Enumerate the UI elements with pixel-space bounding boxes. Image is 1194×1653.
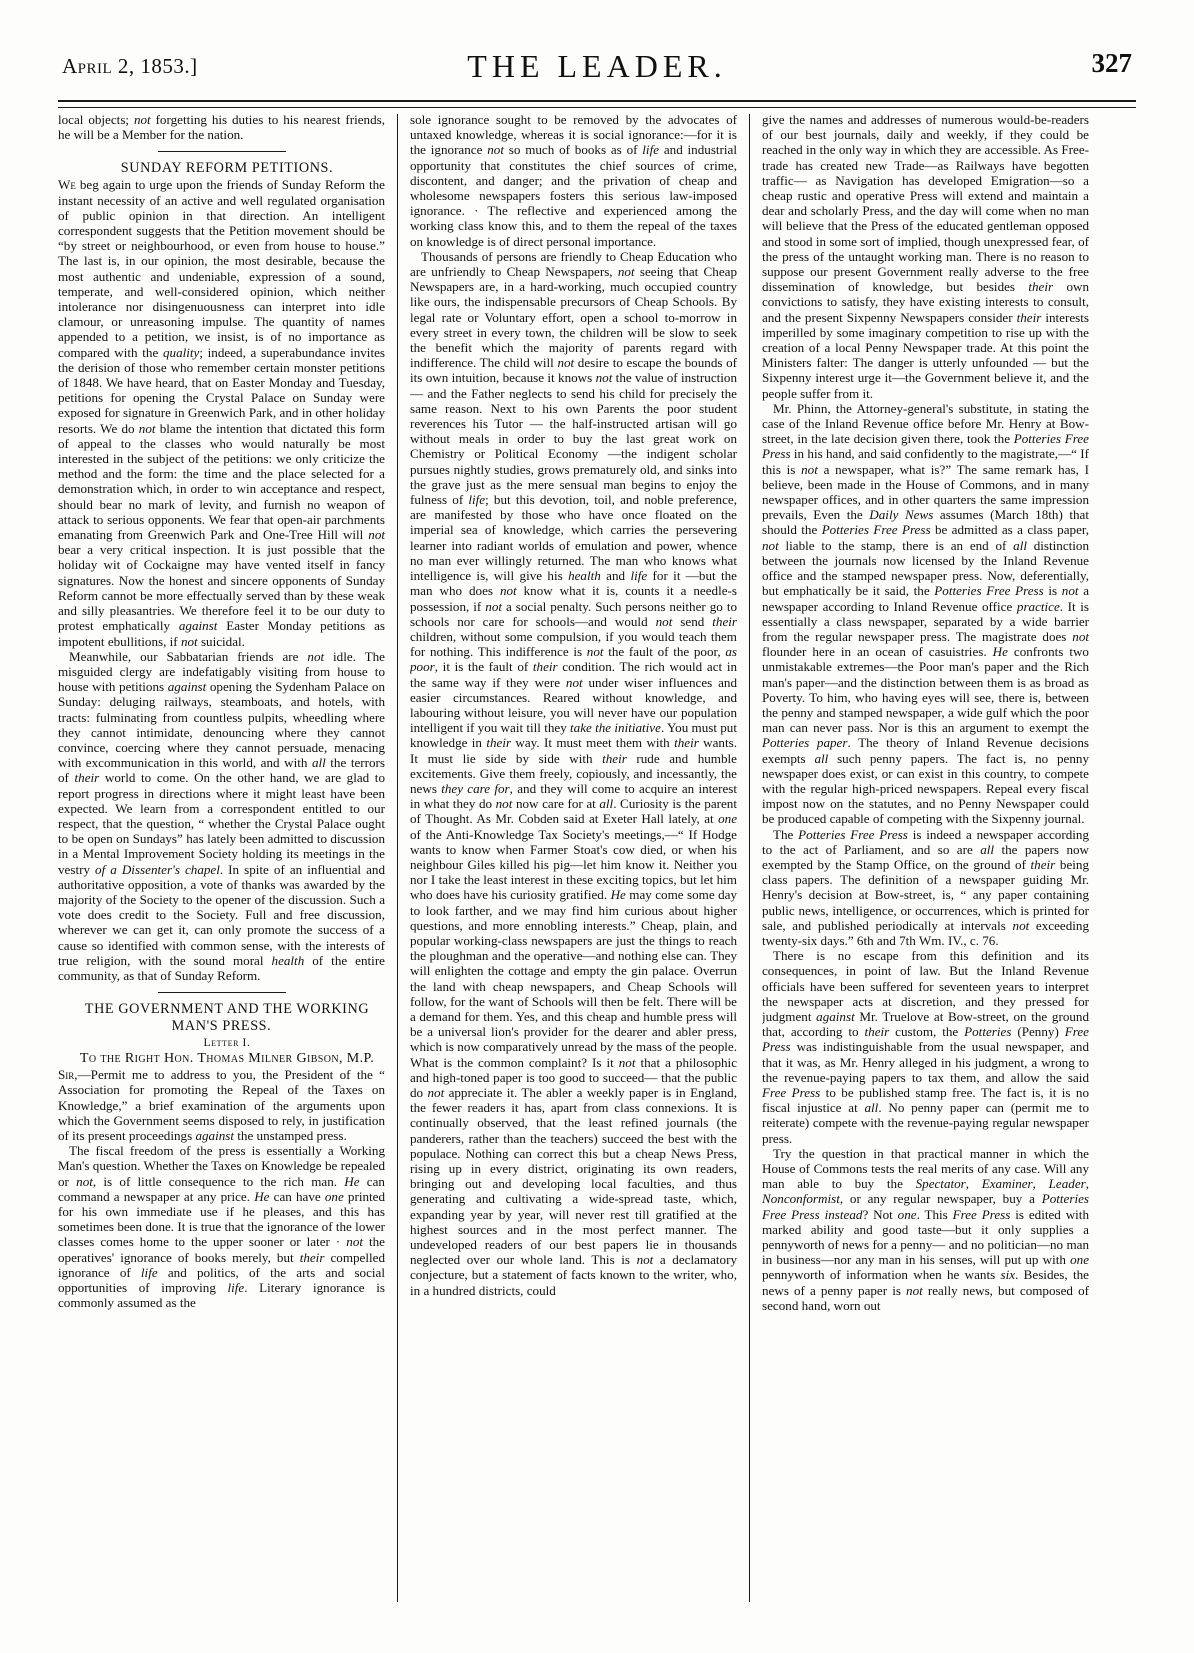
section-addressee: To the Right Hon. Thomas Milner Gibson, M.P. <box>79 1051 375 1067</box>
issue-date: April 2, 1853.] <box>62 54 198 78</box>
section-rule <box>158 151 286 152</box>
column-3 <box>762 112 1089 1602</box>
body-paragraph: Thousands of persons are friendly to Cheap Education who are unfriendly to Cheap Newspapers, not seeing that Cheap Newspapers are, in a hard-working, much occupied country like ours, the indispensable precursors of Cheap Schools. By legal rate or Voluntary effort, open a school to-morrow in every street in every town, the children will be slow to seek the benefit which the majority of parents regard with indifference. The child will not desire to escape the bounds of its own intuition, because it knows not the value of instruction — and the Father neglects to send his child for precisely the same reason. Next to his own Parents the poor student reverences his Tutor — the half-instructed artisan will go without meals in order to buy the last great work on Chemistry or Political Economy —the indigent scholar pursues nightly studies, grows prematurely old, and sinks into the grave just as the mere sensual man begins to enjoy the fulness of life; but this devotion, toil, and noble preference, are manifested by those who have once floated on the imperial sea of knowledge, which carries the persevering learner into radiant worlds of emulation and power, whence no man ever willingly returned. The man who knows what intelligence is, will give his health and life for it —but the man who does not know what it is, counts it a needle-s possession, if not a social penalty. Such persons neither go to schools nor care for schools—and would not send their children, without some compulsion, if you would teach them for nothing. This indifference is not the fault of the poor, as poor, it is the fault of their condition. The rich would act in the same way if they were not under wiser influences and easier circumstances. Reared without knowledge, and labouring without leisure, you will never have our population intelligent if you wait till they take the initiative. You must put knowledge in their way. It must meet them with their wants. It must lie side by side with their rude and humble excitements. Give them freely, copiously, and incessantly, the news they care for, and they will come to acquire an interest in what they do not now care for at all. Curiosity is the parent of Thought. As Mr. Cobden said at Exeter Hall lately, at one of the Anti-Knowledge Tax Society's meetings,—“ If Hodge wants to know when Farmer Stoat's cow died, or when his neighbour Giles killed his pig—let him know it. Neither you nor I take the least interest in these exciting topics, but let him who does have his curiosity gratified. He may come some day to look farther, and we may find him curious about higher questions, and more ennobling interests.” Cheap, plain, and popular working-class newspapers are just the things to reach the ploughman and the operative—and nothing else can. They will enlighten the cottage and empty the gin palace. Overrun the land with cheap newspapers, and Cheap Schools will follow, for the want of Schools will then be felt. There will be a demand for them. Yes, and this cheap and humble press will be a universal lion's provider for the dearer and abler press, which is now comparatively unread by the mass of the people. What is the common complaint? Is it not that a philosophic and high-toned paper is too good to succeed— that the public do not appreciate it. The abler a weekly paper is in England, the fewer readers it has, apart from class connexions. It is continually observed, that the least refined journals (the panderers, rather than the teachers) succeed the best with the populace. Nothing can correct this but a cheap News Press, rising up in every district, originating its own readers, bringing out and developing local faculties, and thus generating and cultivating a wide-spread taste, which, expanding year by year, will never rest till gratified at the highest sources and in the most perfect manner. The undeveloped readers of our best papers lie in thousands neglected over our whole land. This is not a declamatory conjecture, but a statement of facts known to the writer, who, in a hundred districts, could <box>410 248 737 1298</box>
column-2 <box>410 112 737 1602</box>
column-1 <box>58 112 385 1602</box>
body-paragraph: There is no escape from this definition and its consequences, in point of law. But the Inland Revenue officials have been suffered for seventeen years to interpret the newspaper acts at discretion, and they pressed for judgment against Mr. Truelove at Bow-street, on the ground that, according to their custom, the Potteries (Penny) Free Press was indistinguishable from the usual newspaper, and that it was, as Mr. Henry alleged in his judgment, a wrong to the revenue-paying papers to tax them, and allow the said Free Press to be published stamp free. The fact is, it is no fiscal injustice at all. No penny paper can (permit me to reiterate) compete with the revenue-paying regular newspaper press. <box>762 948 1089 1146</box>
page-number: 327 <box>1091 48 1132 78</box>
article-columns <box>58 112 1136 1602</box>
body-paragraph: sole ignorance sought to be removed by the advocates of untaxed knowledge, whereas it is social ignorance:—for it is the ignorance not so much of books as of life and industrial opportunity that constitutes the chief sources of crime, discontent, and danger; and the privation of cheap and wholesome newspapers fosters this serious law-imposed ignorance. · The reflective and experienced among the working class know this, and to them the repeal of the taxes on knowledge is of direct personal importance. <box>410 112 737 249</box>
section-heading: SUNDAY REFORM PETITIONS. <box>120 160 334 177</box>
body-paragraph: Mr. Phinn, the Attorney-general's substitute, in stating the case of the Inland Revenue office before Mr. Henry at Bow-street, in the late decision given there, took the Potteries Free Press in his hand, and said confidently to the magistrate,—“ If this is not a newspaper, what is?” The same remark has, I believe, been made in the House of Commons, and in many newspaper offices, and in other quarters the same impression prevails, Even the Daily News assumes (March 18th) that should the Potteries Free Press be admitted as a class paper, not liable to the stamp, there is an end of all distinction between the journals now licensed by the Inland Revenue office and the stamped newspaper press. Now, deferentially, but emphatically be it said, the Potteries Free Press is not a newspaper according to Inland Revenue office practice. It is essentially a class newspaper, separated by a wide barrier from the regular newspaper press. The magistrate does not flounder here in an ocean of casuistries. He confronts two unmistakable extremes—the Poor man's paper and the Rich man's paper—and the distinction between them is as broad as Poverty. To him, who having eyes will see, there is, between the penny and stamped newspaper, a wide gulf which the poor man can never pass. Nor is this an argument to exempt the Potteries paper. The theory of Inland Revenue decisions exempts all such penny papers. The fact is, no penny newspaper does exist, or can exist in this country, to compete with the regular high-priced newspapers. Repeal every fiscal impost now on the statutes, and no Penny Newspaper could be produced capable of competing with the Sixpenny journal. <box>762 400 1089 827</box>
section-subheading: Letter I. <box>203 1036 251 1050</box>
body-paragraph: Try the question in that practical manner in which the House of Commons tests the real merits of any case. Will any man able to buy the Spectator, Examiner, Leader, Nonconformist, or any regular newspaper, buy a Potteries Free Press instead? Not one. This Free Press is edited with marked ability and good taste—but it only supplies a pennyworth of news for a penny— and no politician—no man in business—nor any man in his senses, will put up with one pennyworth of information when he wants six. Besides, the news of a penny paper is not really news, but composed of second hand, worn out <box>762 1145 1089 1313</box>
section-rule <box>158 992 286 993</box>
masthead-divider <box>58 100 1136 108</box>
body-paragraph: give the names and addresses of numerous would-be-readers of our best journals, daily and weekly, if they could be reached in the only way in which they are accessible. As Free-trade has created new Trade—as Railways have begotten traffic— as Navigation has developed Emigration—so a cheap rustic and operative Press will extend and maintain a dear and scholarly Press, and the day will come when no man will believe that the Press of the educated gentleman opposed and stood in some sort of implied, though unexpressed fear, of the press of the untaught working man. There is no reason to suppose our present Government really adverse to the free dissemination of knowledge, but besides their own convictions to satisfy, they have existing interests to consult, and the present Sixpenny Newspapers consider their interests imperilled by some imaginary competition to rise up with the creation of a local Penny Newspaper trade. At this point the Ministers falter: The danger is utterly unfounded — but the Sixpenny interest urge it—the Government believe it, and the people suffer from it. <box>762 112 1089 401</box>
column-divider-2 <box>749 114 750 1602</box>
body-paragraph: We beg again to urge upon the friends of Sunday Reform the instant necessity of an active and well regulated organisation of public opinion in that direction. An intelligent correspondent suggests that the Petition movement should be “by street or neighbourhood, or even from house to house.” The last is, in our opinion, the most desirable, because the most authentic and undeniable, expression of a sound, temperate, and well-considered opinion, which neither intolerance nor disingenuousness can interpret into idle clamour, or unreasoning impulse. The quantity of names appended to a petition, we insist, is of no importance as compared with the quality; indeed, a superabundance invites the derision of those who remember certain monster petitions of 1848. We have heard, that on Easter Monday and Tuesday, petitions for opening the Crystal Palace on Sunday were exposed for signature in Greenwich Park, and in other holiday resorts. We do not blame the intention that dictated this form of appeal to the classes who would naturally be most interested in the subject of the petitions: we only criticize the method and the form: the time and the place selected for a demonstration which, in order to win acceptance and respect, should bear no mark of levity, and furnish no weapon of attack to serious opponents. We fear that open-air parchments emanating from Greenwich Park and One-Tree Hill will not bear a very critical inspection. It is just possible that the holiday wit of Cockaigne may have vented itself in fancy signatures. Now the honest and sincere opponents of Sunday Reform cannot be more effectually served than by these weak and silly pleasantries. We therefore feel it to be our duty to protest emphatically against Easter Monday petitions as impotent ebullitions, if not suicidal. <box>58 177 385 649</box>
column-divider-1 <box>397 114 398 1602</box>
body-paragraph: Meanwhile, our Sabbatarian friends are not idle. The misguided clergy are indefatigably visiting from house to house with petitions against opening the Sydenham Palace on Sunday: deluging railways, steamboats, and hotels, with tracts: fulminating from countless pulpits, wheedling where they cannot intimidate, denouncing where they cannot convince, coercing where they cannot persuade, menacing with excommunication in this world, and with all the terrors of their world to come. On the other hand, we are glad to report progress in directions where it might least have been expected. We learn from a correspondent entitled to our respect, that the question, “ whether the Crystal Palace ought to be open on Sundays” has lately been admitted to discussion in a Mental Improvement Society holding its meetings in the vestry of a Dissenter's chapel. In spite of an influential and authoritative opposition, a vote of thanks was awarded by the majority of the Society to the opener of the discussion. Such a vote does credit to the Society. Full and free discussion, wherever we can get it, can only promote the success of a cause so identified with common sense, with the interests of true religion, with the sound moral health of the entire community, as that of Sunday Reform. <box>58 648 385 983</box>
section-heading: THE GOVERNMENT AND THE WORKING MAN'S PRESS. <box>84 1001 370 1035</box>
masthead <box>62 48 1132 94</box>
newspaper-title: THE LEADER. <box>467 48 727 84</box>
body-paragraph: local objects; not forgetting his duties to his nearest friends, he will be a Member for the nation. <box>58 112 385 143</box>
body-paragraph: The fiscal freedom of the press is essentially a Working Man's question. Whether the Taxes on Knowledge be repealed or not, is of little consequence to the rich man. He can command a newspaper at any price. He can have one printed for his own immediate use if he pleases, and this has sometimes been done. It is true that the ignorance of the lower classes comes home to the upper sooner or later · not the operatives' ignorance of books merely, but their compelled ignorance of life and politics, of the arts and social opportunities of improving life. Literary ignorance is commonly assumed as the <box>58 1143 385 1311</box>
body-paragraph: The Potteries Free Press is indeed a newspaper according to the act of Parliament, and so are all the papers now exempted by the Stamp Office, on the ground of their being class papers. The definition of a newspaper guiding Mr. Henry's decision at Bow-street, is, “ any paper containing public news, intelligence, or occurrences, which is printed for sale, and published periodically at intervals not exceeding twenty-six days.” 6th and 7th Wm. IV., c. 76. <box>762 826 1089 948</box>
body-paragraph: Sir,—Permit me to address to you, the President of the “ Association for promoting the Repeal of the Taxes on Knowledge,” a brief examination of the arguments upon which the Government seems disposed to rely, in justification of its present proceedings against the unstamped press. <box>58 1067 385 1143</box>
